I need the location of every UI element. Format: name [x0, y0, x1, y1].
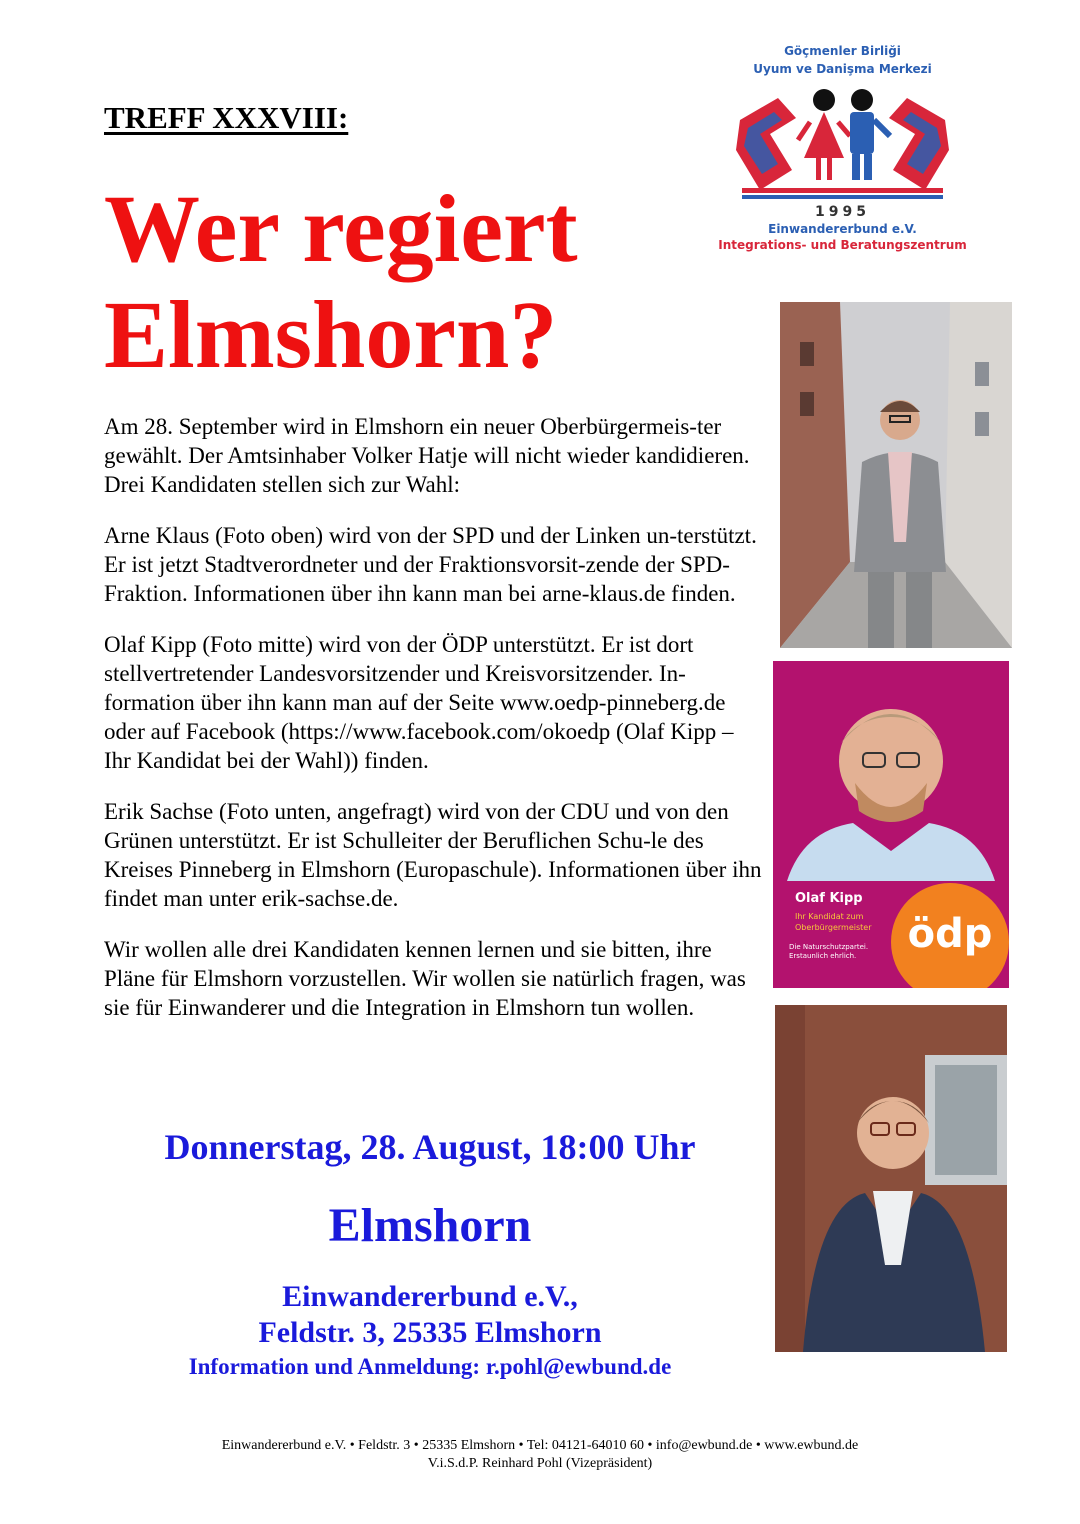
paragraph-erik-sachse: Erik Sachse (Foto unten, angefragt) wird von der CDU und von den Grünen unterstützt. Er ist Schulleiter der Beruflichen Schu-le des Kreises Pinneberg in Elmshorn (Europaschule). Informationen über ihn findet man unter erik-sachse.de. — [104, 799, 762, 911]
event-org: Einwandererbund e.V., — [282, 1280, 578, 1313]
poster-slogan-line-2: Erstaunlich ehrlich. — [789, 952, 857, 960]
logo-top-line-1: Göçmenler Birliği — [784, 44, 901, 58]
einwandererbund-logo — [700, 40, 985, 255]
paragraph-olaf-kipp: Olaf Kipp (Foto mitte) wird von der ÖDP unterstützt. Er ist dort stellvertretender Landesvorsitzender und Kreisvorsitzender. In-formation über ihn kann man auf der Seite www.oedp-pinneberg.de oder auf Facebook (https://www.facebook.com/okoedp (Olaf Kipp – Ihr Kandidat bei der Wahl)) finden. — [104, 632, 734, 773]
odp-logo — [891, 883, 1009, 988]
logo-bottom-line-1: Einwandererbund e.V. — [768, 222, 917, 236]
poster-subtitle-line-1: Ihr Kandidat zum — [795, 912, 864, 921]
poster-slogan — [789, 943, 868, 961]
odp-logo-text: ödp — [907, 911, 993, 957]
paragraph-intro: Am 28. September wird in Elmshorn ein neuer Oberbürgermeis-ter gewählt. Der Amtsinhaber Volker Hatje will nicht wieder kandidieren. Drei Kandidaten stellen sich zur Wahl: — [104, 414, 750, 497]
poster-slogan-line-1: Die Naturschutzpartei. — [789, 943, 869, 951]
poster-subtitle — [795, 911, 871, 933]
logo-year: 1995 — [815, 204, 870, 220]
footer-contact: Einwandererbund e.V. • Feldstr. 3 • 25335 Elmshorn • Tel: 04121-64010 60 • info@ewbund.de • www.ewbund.de — [221, 1438, 859, 1453]
photo-erik-sachse — [775, 1005, 1007, 1352]
event-datetime: Donnerstag, 28. August, 18:00 Uhr — [164, 1127, 696, 1167]
logo-children-emblem — [700, 78, 985, 208]
article-body — [104, 412, 764, 1044]
poster-subtitle-line-2: Oberbürgermeister — [795, 923, 872, 932]
poster-name: Olaf Kipp — [795, 891, 863, 906]
event-contact: Information und Anmeldung: r.pohl@ewbund.de — [188, 1354, 672, 1379]
title-line-1: Wer regiert — [104, 175, 578, 282]
paragraph-closing: Wir wollen alle drei Kandidaten kennen lernen und sie bitten, ihre Pläne für Elmshorn vorzustellen. Wir wollen sie natürlich fragen, was sie für Einwanderer und die Integration in Elmshorn tun wollen. — [104, 937, 746, 1020]
title-line-2: Elmshorn? — [104, 281, 558, 388]
event-address: Feldstr. 3, 25335 Elmshorn — [258, 1316, 602, 1349]
page-title — [104, 176, 578, 388]
event-city: Elmshorn — [328, 1199, 532, 1252]
logo-bottom-line-2: Integrations- und Beratungszentrum — [718, 238, 967, 252]
photo-olaf-kipp-poster — [773, 661, 1009, 988]
footer-visdp: V.i.S.d.P. Reinhard Pohl (Vizepräsident) — [427, 1456, 653, 1471]
paragraph-arne-klaus: Arne Klaus (Foto oben) wird von der SPD und der Linken un-terstützt. Er ist jetzt Stadtverordneter und der Fraktionsvorsit-zende der SPD-Fraktion. Informationen über ihn kann man bei arne-klaus.de finden. — [104, 523, 757, 606]
photo-arne-klaus — [780, 302, 1012, 648]
logo-top-line-2: Uyum ve Danişma Merkezi — [753, 62, 932, 76]
treff-kicker: TREFF XXXVIII: — [104, 100, 349, 135]
